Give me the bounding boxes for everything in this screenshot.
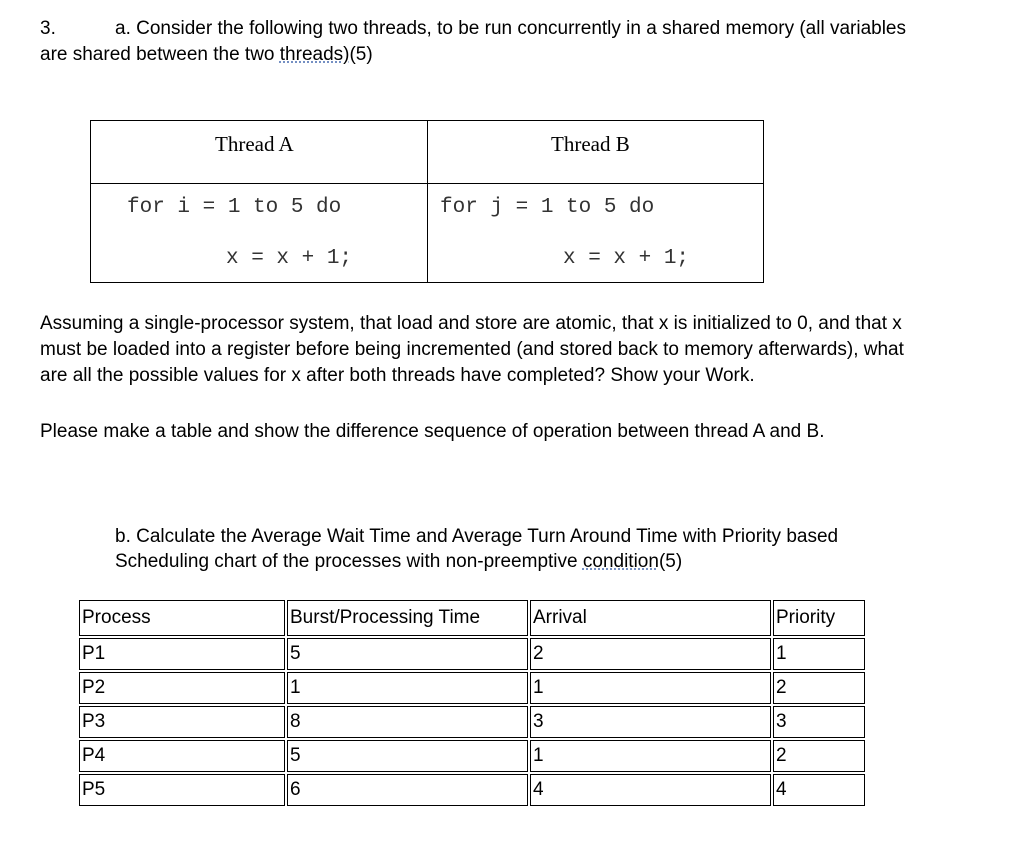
cell-burst: 1 (287, 672, 528, 704)
header-process: Process (79, 600, 285, 636)
part-b-line2-text: Scheduling chart of the processes with non-preemptive (115, 551, 583, 572)
cell-burst: 6 (287, 774, 528, 806)
assumption-line2: must be loaded into a register before being incremented (and stored back to memory afterwards), what (40, 339, 904, 360)
part-b-line2 (115, 549, 682, 575)
thread-table (90, 120, 764, 283)
cell-arrival: 4 (530, 774, 771, 806)
process-table (77, 598, 867, 808)
cell-burst: 8 (287, 706, 528, 738)
cell-priority: 2 (773, 672, 865, 704)
cell-process: P5 (79, 774, 285, 806)
part-b-line1: b. Calculate the Average Wait Time and Average Turn Around Time with Priority based (115, 526, 839, 547)
part-a-marks: (5) (349, 44, 373, 65)
table-row (79, 672, 865, 704)
part-a-line2 (40, 42, 373, 68)
cell-arrival: 1 (530, 672, 771, 704)
table-header-row (79, 600, 865, 636)
cell-priority: 4 (773, 774, 865, 806)
thread-b-statement: x = x + 1; (563, 247, 690, 270)
table-row (79, 740, 865, 772)
cell-priority: 3 (773, 706, 865, 738)
cell-arrival: 3 (530, 706, 771, 738)
part-a-line1: a. Consider the following two threads, to be run concurrently in a shared memory (all variables (115, 18, 906, 39)
cell-burst: 5 (287, 740, 528, 772)
header-burst-time: Burst/Processing Time (287, 600, 528, 636)
cell-process: P4 (79, 740, 285, 772)
condition-link[interactable]: condition (582, 551, 659, 572)
cell-process: P1 (79, 638, 285, 670)
assumption-line1: Assuming a single-processor system, that load and store are atomic, that x is initialized to 0, and that x (40, 313, 902, 334)
table-row (79, 706, 865, 738)
header-arrival: Arrival (530, 600, 771, 636)
part-b-marks: (5) (658, 551, 683, 572)
table-row (79, 638, 865, 670)
cell-process: P3 (79, 706, 285, 738)
header-priority: Priority (773, 600, 865, 636)
assumption-line3: are all the possible values for x after both threads have completed? Show your Work. (40, 365, 755, 386)
cell-priority: 2 (773, 740, 865, 772)
cell-process: P2 (79, 672, 285, 704)
cell-arrival: 2 (530, 638, 771, 670)
thread-a-header: Thread A (215, 132, 294, 156)
part-a-line2-text: are shared between the two (40, 44, 280, 65)
threads-link[interactable]: threads) (279, 44, 350, 65)
thread-b-header: Thread B (551, 132, 630, 156)
cell-arrival: 1 (530, 740, 771, 772)
cell-priority: 1 (773, 638, 865, 670)
instruction-text: Please make a table and show the difference sequence of operation between thread A and B. (40, 421, 825, 442)
question-number: 3. (40, 18, 56, 39)
thread-b-loop: for j = 1 to 5 do (440, 196, 655, 219)
table-row (79, 774, 865, 806)
thread-a-statement: x = x + 1; (226, 247, 353, 270)
cell-burst: 5 (287, 638, 528, 670)
thread-a-loop: for i = 1 to 5 do (127, 196, 342, 219)
